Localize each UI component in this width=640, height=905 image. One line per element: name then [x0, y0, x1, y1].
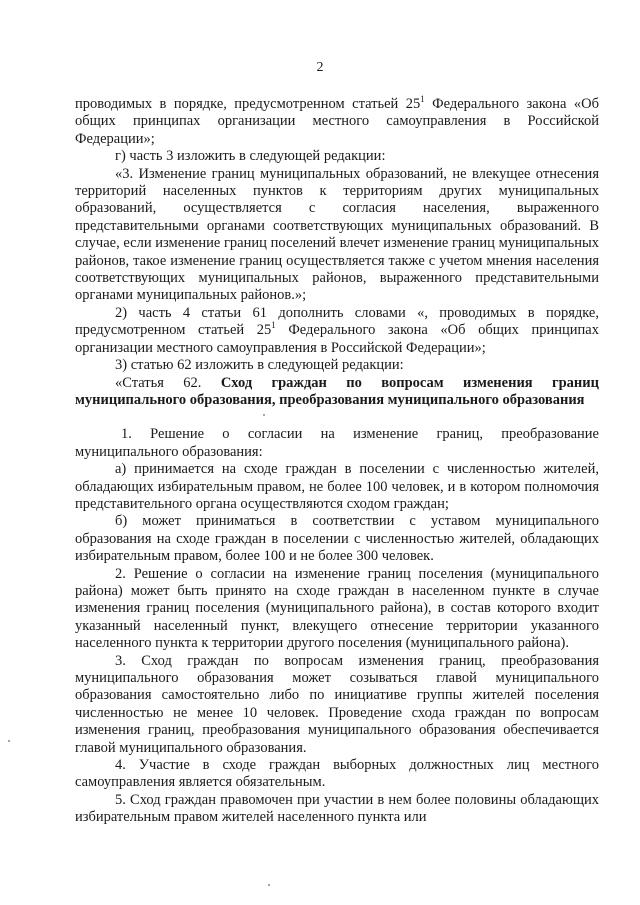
article-title: Сход граждан по вопросам изменения границ муниципального образования, преобразования муниципального образования	[75, 374, 599, 408]
paragraph-item-2	[75, 305, 599, 357]
text-fragment: Федерального закона «Об общих принципах организации местного самоуправления в Российской Федерации»;	[75, 96, 599, 147]
article-number: «Статья 62.	[115, 374, 221, 391]
text-fragment: Федерального закона «Об общих принципах организации местного самоуправления в Российской Федерации»;	[75, 322, 599, 356]
text-fragment: проводимых в порядке, предусмотренном статьей 25	[75, 96, 421, 112]
text-fragment: 2) часть 4 статьи 61 дополнить словами «, проводимых в порядке, предусмотренном статьей 25	[75, 304, 599, 339]
article-heading	[75, 375, 599, 410]
document-body	[75, 96, 599, 827]
scan-speck	[8, 740, 10, 742]
scan-speck	[263, 414, 265, 416]
paragraph-clause-1b: б) может приниматься в соответствии с уставом муниципального образования на сходе граждан в поселении с численностью жителей, обладающих избирательным правом, более 100 и не более 300 человек.	[75, 513, 599, 565]
paragraph-item-g: г) часть 3 изложить в следующей редакции:	[115, 148, 386, 165]
page-number: 2	[316, 60, 324, 75]
paragraph-part-3-text: «3. Изменение границ муниципальных образований, не влекущее отнесения территорий населенных пунктов к территориям других муниципальных образований, осуществляется с согласия населения, выраженного представительными органами соответствующих муниципальных образований. В случае, если изменение границ поселений влечет изменение границ муниципальных районов, такое изменение границ осуществляется также с учетом мнения населения соответствующих муниципальных районов, выраженного представительными органами муниципальных районов.»;	[75, 165, 599, 304]
superscript: 1	[420, 94, 425, 104]
superscript: 1	[271, 320, 276, 331]
paragraph-clause-2: 2. Решение о согласии на изменение границ поселения (муниципального района) может быть принято на сходе граждан в населенном пункте в случае изменения границ поселения (муниципального района), в состав которого входит указанный населенный пункт, влекущего отнесение территории указанного населенного пункта к территории другого поселения (муниципального района).	[75, 565, 599, 652]
paragraph-clause-3: 3. Сход граждан по вопросам изменения границ, преобразования муниципального образования может созываться главой муниципального образования самостоятельно либо по инициативе группы жителей поселения численностью не менее 10 человек. Проведение схода граждан по вопросам изменения границ, преобразования муниципального образования обеспечивается главой муниципального образования.	[75, 652, 599, 756]
paragraph-item-3: 3) статью 62 изложить в следующей редакции:	[115, 357, 404, 374]
paragraph-clause-1: 1. Решение о согласии на изменение границ, преобразование муниципального образования:	[75, 426, 599, 460]
paragraph-clause-5: 5. Сход граждан правомочен при участии в нем более половины обладающих избирательным правом жителей населенного пункта или	[75, 791, 599, 826]
paragraph-continuation	[75, 96, 599, 148]
scan-speck	[268, 884, 270, 886]
paragraph-clause-1a: а) принимается на сходе граждан в поселении с численностью жителей, обладающих избирательным правом, не более 100 человек, и в котором полномочия представительного органа осуществляются сходом граждан;	[75, 461, 599, 512]
paragraph-clause-4: 4. Участие в сходе граждан выборных должностных лиц местного самоуправления является обязательным.	[75, 757, 599, 791]
